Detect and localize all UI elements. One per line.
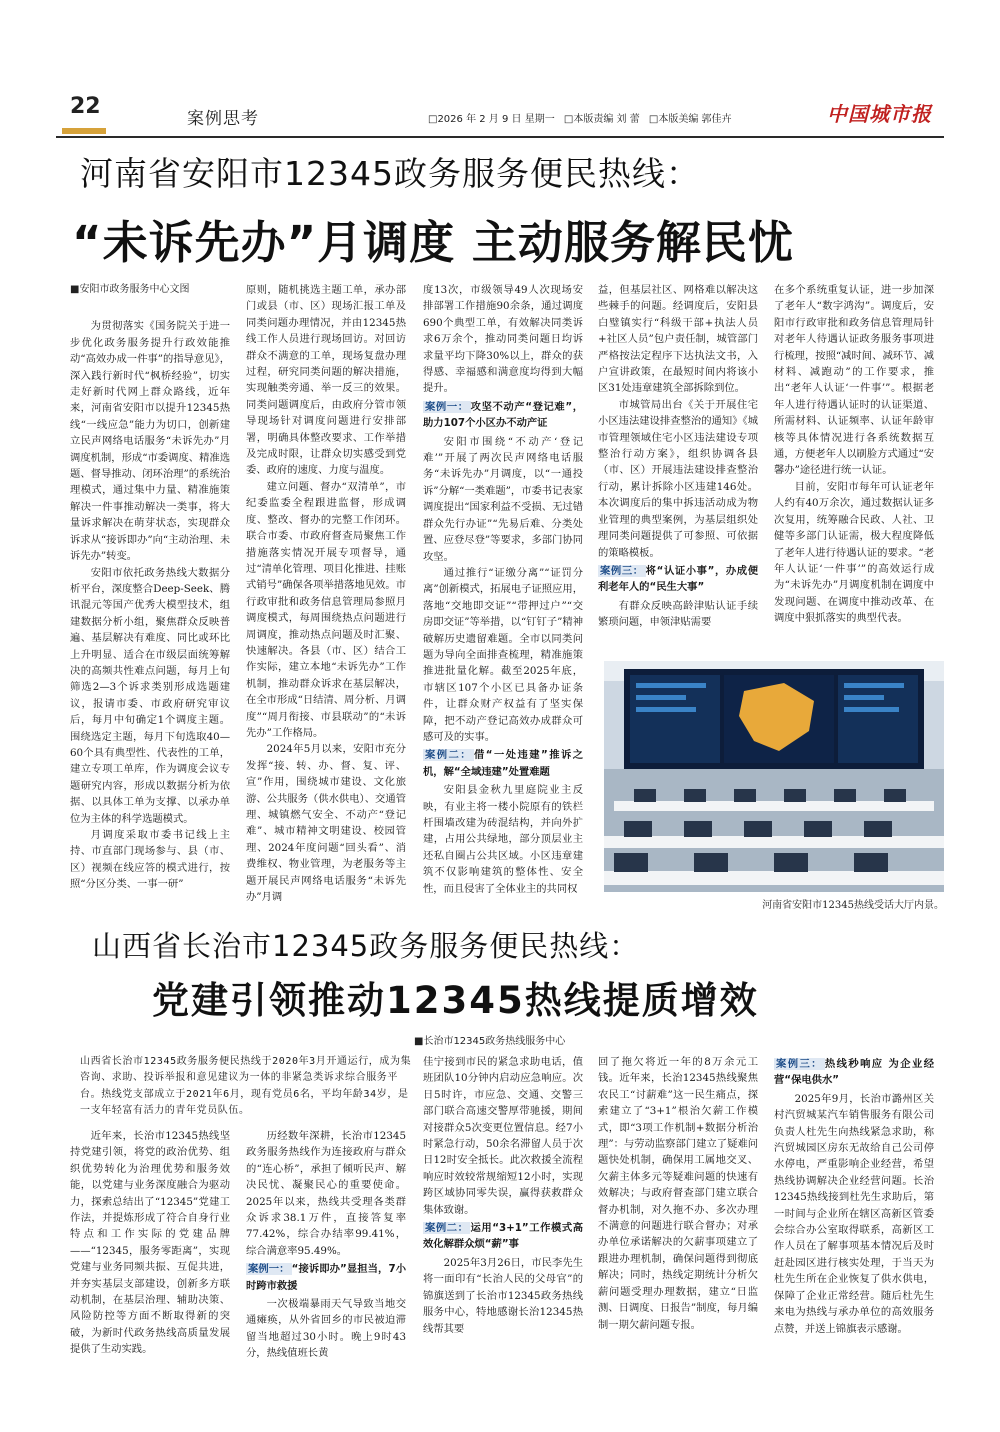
case-heading — [246, 1261, 406, 1294]
paragraph: 益，但基层社区、网格难以解决这些棘手的问题。经调度后，安阳县白璧镇实行“科级干部+执法人员+社区人员”包户责任制，城管部门严格按法定程序下达执法文书，入户宣讲政策，在最短时间内将该小区31处违章建筑全部拆除到位。 — [598, 284, 758, 395]
case-title: “接诉即办”显担当，7小时跨市救援 — [246, 1263, 406, 1292]
paragraph: 在多个系统重复认证，进一步加深了老年人“数字鸿沟”。调度后，安阳市行政审批和政务信息管理局针对老年人待遇认证政务服务事项进行梳理，按照“减时间、减环节、减材料、减跑动”的工作要求，推出“老年人认证‘一件事’”。根据老年人进行待遇认证时的认证渠道、所需材料、认证频率、认证年龄审核等具体情况进行各系统数据互通，方便老年人以刷脸方式通过“安馨办”途径进行统一认证。 — [774, 284, 934, 477]
article1-column-5 — [774, 282, 934, 652]
paragraph: 历经数年深耕，长治市12345政务服务热线作为连接政府与群众的“连心桥”，承担了倾听民声、解决民忧、凝聚民心的重要使命。2025年以来，热线共受理各类群众诉求38.1万件，直接答复率77.42%，综合办结率99.41%，综合满意率95.49%。 — [246, 1130, 406, 1257]
article1-headline: “未诉先办”月调度 主动服务解民忧 — [72, 216, 794, 269]
paragraph: 目前，安阳市每年可认证老年人约有40万余次，通过数据认证多次复用，统筹融合民政、人社、卫健等多部门认证需，极大程度降低了老年人进行待遇认证的要求。“老年人认证‘一件事’”的高效运行成为“未诉先办”月调度机制在调度中发现问题、在调度中推动改革、在调度中狠抓落实的典型代表。 — [774, 480, 934, 625]
paragraph: 安阳市围绕“不动产‘登记难’”开展了两次民声网络电话服务“未诉先办”月调度，以“一通投诉”分解“一类难题”，市委书记表家调度提出“国家利益不受损、无过错群众先行办证”“先易后难、分类处置、应登尽登”等要求，多部门协同攻坚。 — [423, 435, 583, 563]
case-title: 借“一处违建”推诉之机，解“全域违建”处置难题 — [423, 749, 583, 778]
article1-kicker: 河南省安阳市12345政务服务便民热线： — [80, 154, 700, 193]
article1-byline: ■安阳市政务服务中心文图 — [70, 284, 190, 295]
paragraph: 近年来，长治市12345热线坚持党建引领，将党的政治优势、组织优势转化为治理优势和服务效能，以党建与业务深度融合为驱动力，探索总结出了“12345”党建工作法，并提炼形成了符合自身行业特点和工作实际的党建品牌——“12345，服务零距离”，实现党建与业务同频共振、互促共进，并夯实基层支部建设，创新多方联动机制，在基层治理、辅助决策、风险防控等方面不断取得新的突破，为新时代政务热线高质量发展提供了生动实践。 — [70, 1130, 230, 1356]
paragraph: 通过推行“证缴分离”“证罚分离”创新模式，拓展电子证照应用，落地“交地即交证”“带押过户”“交房即交证”等举措，以“钉钉子”精神破解历史遗留难题。全市以同类问题为导向全面排查梳理，精准施策推进批量化解。截至2025年底，市辖区107个小区已具备办证条件，让群众财产权益有了坚实保障，把不动产登记高效办成群众可感可及的实事。 — [423, 566, 583, 743]
designer-credit: □本版美编 郭佳卉 — [648, 114, 732, 125]
case-heading — [423, 1220, 583, 1253]
paragraph: 2025年9月，长治市潞州区关村汽贸城某汽车销售服务有限公司负责人杜先生向热线紧急求助，称汽贸城园区房东无故给自己公司停水停电，严重影响企业经营，希望热线协调解决企业经营问题。长治12345热线接到杜先生求助后，第一时间与企业所在辖区高新区管委会综合办公室取得联系，高新区工作人员在了解事项基本情况后及时赶赴园区进行核实处理，于当天为杜先生所在企业恢复了供水供电，保障了企业正常经营。随后杜先生来电为热线与承办单位的高效服务点赞，并送上锦旗表示感谢。 — [774, 1092, 934, 1335]
paragraph: 佳宁接到市民的紧急求助电话，值班团队10分钟内启动应急响应。次日5时许，市应急、交通、交警三部门联合高速交警厚带驰援，期间对接群众5次变更位置信息。经7小时紧急行动，50余名滞留人员于次日12时安全抵长。此次救援全流程响应时效较常规缩短12小时，实现跨区域协同零失误，赢得获救群众集体致谢。 — [423, 1056, 583, 1216]
article2-byline: ■长治市12345政务热线服务中心 — [414, 1036, 566, 1047]
paragraph: 安阳县金秋九里庭院业主反映，有业主将一楼小院原有的铁栏杆围墙改建为砖混结构，并向外扩建，占用公共绿地，部分顶层业主还私自圈占公共区域。小区违章建筑不仅影响建筑的整体性、安全性，而且侵害了全体业主的共同权 — [423, 784, 583, 895]
article2-column-4 — [598, 1054, 758, 1368]
case-title: 将“认证小事”，办成便利老年人的“民生大事” — [598, 564, 758, 594]
call-center-illustration — [604, 661, 944, 892]
case-heading — [598, 563, 758, 596]
article2-kicker: 山西省长治市12345政务服务便民热线： — [92, 929, 640, 963]
article1-column-1 — [70, 282, 230, 912]
case-tag: 案例二： — [425, 1222, 469, 1235]
section-name: 案例思考 — [187, 109, 259, 129]
editor-credit: □本版责编 刘 蕾 — [563, 114, 640, 125]
paragraph: 原则，随机挑选主题工单，承办部门或县（市、区）现场汇报工单及同类问题办理情况，并由12345热线工作人员进行现场回访。对回访群众不满意的工单，现场复盘办理过程，研究同类问题的解决措施，实现触类旁通、举一反三的效果。同类问题调度后，由政府分管市领导现场针对调度问题进行安排部署，明确具体整改要求、工作举措及完成时限，让群众切实感受到党委、政府的速度、力度与温度。 — [246, 284, 406, 477]
paragraph: 安阳市依托政务热线大数据分析平台，深度整合Deep-Seek、腾讯混元等国产优秀大模型技术，组建数据分析小组，聚焦群众反映普遍、基层解决有难度、同比或环比上升明显、适合在市级层面统筹解决的高频共性难点问题，每月上旬筛选2—3个诉求类别形成选题建议，报请市委、市政府研究审议后，每月中旬确定1个调度主题。围绕选定主题，每月下旬选取40—60个具有典型性、代表性的工单，建立专项工单库，作为调度会议专题研究内容，形成以数据分析为依据、以具体工单为支撑、以承办单位为主体的科学选题模式。 — [70, 566, 230, 825]
call-center-photo — [604, 661, 944, 892]
paragraph: 一次极端暴雨天气导致当地交通瘫痪，从外省回乡的市民被迫滞留当地超过30小时。晚上9时43分，热线值班长黄 — [246, 1298, 406, 1360]
case-heading — [774, 1056, 934, 1089]
newspaper-logo: 中国城市报 — [827, 102, 932, 126]
paragraph: 有群众反映高龄津贴认证手续繁琐问题，申领津贴需要 — [598, 599, 758, 629]
article2-column-1 — [70, 1128, 230, 1368]
case-tag: 案例一： — [425, 400, 469, 413]
article2-headline: 党建引领推动12345热线提质增效 — [152, 979, 759, 1022]
page-number: 22 — [70, 94, 101, 119]
article2-lead: 山西省长治市12345政务服务便民热线于2020年3月开通运行，成为集咨询、求助、投诉举报和意见建议为一体的非紧急类诉求综合服务平台。热线党支部成立于2021年6月，现有党员6名，平均年龄34岁，是一支年轻富有活力的青年党员队伍。 — [80, 1056, 412, 1117]
issue-meta — [428, 110, 738, 125]
photo-caption: 河南省安阳市12345热线受话大厅内景。 — [762, 900, 944, 911]
article2-column-2 — [246, 1128, 406, 1368]
article1-column-3 — [423, 282, 583, 912]
paragraph: 建立问题、督办“双清单”，市纪委监委全程跟进监督，形成调度、整改、督办的完整工作闭环。联合市委、市政府督查局聚焦工作措施落实情况开展专项督导，通过“清单化管理、项目化推进、挂账式销号”确保各项举措落地见效。市行政审批和政务信息管理局参照月调度模式，每周围绕热点问题进行周调度，推动热点问题及时汇聚、快速解决。各县（市、区）结合工作实际，建立本地“未诉先办”工作机制，推动群众诉求在基层解决，在全市形成“日结清、周分析、月调度”“周月衔接、市县联动”的“未诉先办”工作格局。 — [246, 480, 406, 739]
page-header — [56, 88, 944, 138]
article1-column-2 — [246, 282, 406, 912]
issue-date: □2026 年 2 月 9 日 星期一 — [428, 114, 555, 125]
case-tag: 案例一： — [248, 1263, 290, 1276]
case-tag: 案例三： — [600, 564, 644, 577]
case-tag: 案例三： — [776, 1058, 823, 1070]
paragraph: 回了拖欠将近一年的8万余元工钱。近年来，长治12345热线聚焦农民工“讨薪难”这一民生痛点，探索建立了“3+1”根治欠薪工作模式，即“3项工作机制+数据分析治理”：与劳动监察部门建立了疑难问题快处机制，确保用工属地交叉、欠薪主体多元等疑难问题的快速有效解决；与政府督查部门建立联合督办机制，对久拖不办、多次办理不满意的问题进行联合督办；对承办单位承诺解决的欠薪事项建立了跟进办理机制，确保问题得到彻底解决；同时，热线定期统计分析欠薪问题受理办理数据，建立“日监测、日调度、日报告”制度，每月编制一期欠薪问题专报。 — [598, 1056, 758, 1331]
case-title: 攻坚不动产“登记难”，助力107个小区办不动产证 — [423, 400, 583, 430]
case-title: 热线秒响应 为企业经营“保电供水” — [774, 1058, 934, 1087]
case-heading — [423, 399, 583, 432]
case-tag: 案例二： — [425, 749, 472, 762]
paragraph: 月调度采取市委书记线上主持、市直部门现场参与、县（市、区）视频在线应答的模式进行，按照“分区分类、一事一研” — [70, 829, 230, 891]
case-title: 运用“3+1”工作模式高效化解群众烦“薪”事 — [423, 1222, 583, 1251]
article2-column-5 — [774, 1054, 934, 1368]
paragraph: 2024年5月以来，安阳市充分发挥“接、转、办、督、复、评、宣”作用，围绕城市建设、文化旅游、公共服务（供水供电）、交通管理、城镇燃气安全、不动产“登记难”、城市精神文明建设、校园管理、2024年度问题“回头看”、消费维权、物业管理，为老服务等主题开展民声网络电话服务“未诉先办”月调 — [246, 743, 406, 904]
paragraph: 为贯彻落实《国务院关于进一步优化政务服务提升行政效能推动“高效办成一件事”的指导意见》，深入践行新时代“枫桥经验”，切实走好新时代网上群众路线，近年来，河南省安阳市以提升12345热线“一线应急”能力为切口，创新建立民声网络电话服务“未诉先办”月调度机制，形成“市委调度、精准选题、督导推动、闭环治理”的系统治理模式，通过集中力量、精准施策解决一件事推动解决一类事，将大量诉求解决在萌芽状态，实现群众诉求从“接诉即办”向“主动治理、未诉先办”转变。 — [70, 320, 230, 563]
case-heading — [423, 747, 583, 780]
paragraph: 2025年3月26日，市民李先生将一面印有“长治人民的父母官”的锦旗送到了长治市12345政务热线服务中心，特地感谢长治12345热线帮其要 — [423, 1256, 583, 1335]
article1-column-4 — [598, 282, 758, 652]
article2-column-3 — [423, 1054, 583, 1368]
paragraph: 市城管局出台《关于开展住宅小区违法建设排查整治的通知》《城市管理领域住宅小区违法建设专项整治行动方案》，组织协调各县（市、区）开展违法建设排查整治行动，累计拆除小区违建146处。本次调度后的集中拆违活动成为物业管理的典型案例，为基层组织处理同类问题提供了可参照、可依据的策略模板。 — [598, 398, 758, 559]
paragraph: 度13次，市级领导49人次现场安排部署工作措施90余条，通过调度690个典型工单，有效解决同类诉求6万余个，推动同类问题日均诉求量平均下降30%以上，群众的获得感、幸福感和满意度均得到大幅提升。 — [423, 284, 583, 395]
